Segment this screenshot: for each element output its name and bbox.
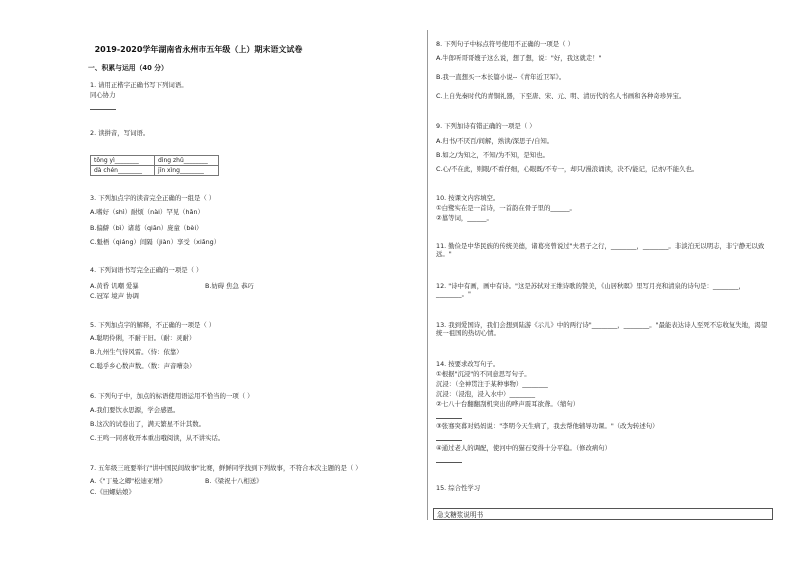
- question-1-word: 同心协力: [90, 91, 116, 99]
- question-6-option-c: C.王鸣一同喜收开本重出哦阅读，从不讲实话。: [90, 434, 225, 442]
- question-9-option-c: C.心/不在此，则眼/不看仔细，心眼既/不专一，却只/漫浪诵读，决不/能记，记亦/不能久也。: [436, 165, 699, 173]
- question-3-option-a: A.嗜好（shì）耐烦（nài）罕见（hǎn）: [90, 208, 204, 216]
- pinyin-cell: jīn xìng________: [155, 166, 219, 176]
- question-12: 12. "诗中有画，画中有诗。"这是苏轼对王维诗歌的赞美，《山居秋暝》里写月亮和清泉的诗句是：________，________。": [436, 282, 745, 298]
- pinyin-cell: tōng yì________: [91, 156, 155, 166]
- question-14: 14. 按要求改写句子。: [436, 360, 500, 368]
- question-14-item-2: ②七八十台翻翻刮机突出的哗声震耳欲聋。（缩句）: [436, 400, 580, 408]
- question-8: 8. 下列句子中标点符号使用不正确的一项是（ ）: [436, 40, 574, 48]
- question-13: 13. 我到爱国诗，我们会想到陆游《示儿》中的两行诗"________，________。"最能表达诗人至死不忘收复失地，渴望统一祖国的热切心情。: [436, 321, 768, 337]
- question-8-option-c: C.上自先秦时代的青铜礼器，下至唐、宋、元、明、清历代的名人书画和各种奇珍异宝。: [436, 92, 686, 100]
- question-1: 1. 请用正楷字正确书写下列词语。: [90, 81, 188, 89]
- pinyin-cell: dìng zhǔ________: [155, 156, 219, 166]
- question-10: 10. 按课文内容填空。: [436, 194, 500, 202]
- question-14-item-4: ④通过老人的调配，使河中的猫石变得十分平稳。（修改病句）: [436, 444, 612, 452]
- question-2: 2. 读拼音，写词语。: [90, 129, 150, 137]
- question-1-answer-line: [90, 103, 116, 112]
- medicine-instructions-box: 急支糖浆说明书: [433, 508, 773, 520]
- question-5-option-b: B.九州生气恃风雷。（恃：依靠）: [90, 348, 183, 356]
- question-7-option-b: B.《梁祝十八相送》: [205, 477, 263, 485]
- question-9-option-b: B.如之/为知之，不知/为不知，是知也。: [436, 151, 549, 159]
- question-7-option-c: C.《田螺姑娘》: [90, 488, 135, 496]
- question-14-item-3: ③张骞突暮对妈妈说："李明今天生病了，我去帮他辅导功课。"（改为转述句）: [436, 422, 659, 430]
- question-10-item-1: ①白鹭实在是一首诗，一首韵在骨子里的______。: [436, 204, 576, 212]
- question-6: 6. 下列句子中，加点的标语使用语运用不恰当的一项（ ）: [90, 392, 254, 400]
- question-5: 5. 下列加点字的解释，不正确的一项是（ ）: [90, 321, 216, 329]
- question-7: 7. 五年级三班要举行"讲中国民间故事"比赛，鲜鲜同学找到下列故事，不符合本次主题的是（ ）: [90, 464, 362, 472]
- question-8-option-b: B.我一直想买一本长篇小说--《青年近卫军》。: [436, 73, 566, 81]
- question-5-option-c: C.聪乎乡心数声数。（数：声音嘈杂）: [90, 362, 196, 370]
- question-14-item-1a: 沉浸：（全神贯注于某种事物）________: [436, 380, 548, 388]
- pinyin-table: [90, 155, 219, 176]
- question-14-item-1b: 沉浸：（浸泡，浸入水中）________: [436, 390, 536, 398]
- column-divider: [427, 30, 428, 520]
- question-4-option-c: C.冠军 境声 协调: [90, 292, 139, 300]
- question-7-option-a: A.《"丁曼之卿"松迪亚增》: [90, 477, 167, 485]
- question-14-item-3-answer-line: [436, 434, 462, 443]
- question-14-item-1: ①根据"沉浸"的不同意思写句子。: [436, 370, 531, 378]
- question-6-option-b: B.这次的试卷出了，满天繁星不计其数。: [90, 420, 206, 428]
- question-14-item-4-answer-line: [436, 456, 462, 465]
- question-9: 9. 下列加诗有错正确的一项是（ ）: [436, 122, 536, 130]
- question-15: 15. 综合性学习: [436, 484, 481, 492]
- question-4-option-a: A.黄昏 讥嘲 爱暴: [90, 282, 139, 290]
- pinyin-cell: dà chén________: [91, 166, 155, 176]
- question-4-option-b: B.妨碍 焦急 恭巧: [205, 282, 254, 290]
- question-3-option-c: C.魁梧（qiáng）间隔（jiàn）享受（xiǎng）: [90, 238, 221, 246]
- page-title: 2019-2020学年湖南省永州市五年级（上）期末语文试卷: [94, 45, 303, 54]
- question-3-option-b: B.偏僻（bì）诸葛（qiān）庞童（bèi）: [90, 224, 203, 232]
- question-14-item-2-answer-line: [436, 412, 462, 421]
- question-5-option-a: A.聪明伶俐，不耐干旧。（耐：灵耐）: [90, 334, 196, 342]
- question-8-option-a: A.牛郎听哥哥嫂子这么说，想了想，说："好，我这就走！": [436, 54, 602, 62]
- question-9-option-a: A.归书/不厌百/间解，熟读/深思子/自知。: [436, 137, 554, 145]
- question-11: 11. 勤俭是中华民族的传统美德，诸葛亮曾说过"夫君子之行，________，________。非淡泊无以明志，非宁静无以致远。": [436, 242, 765, 258]
- question-6-option-a: A.我们要饮水思源，学会感恩。: [90, 406, 180, 414]
- question-4: 4. 下列词语书写完全正确的一项是（ ）: [90, 266, 203, 274]
- section-heading: 一、积累与运用（40 分）: [88, 64, 168, 72]
- question-10-item-2: ②墓等词，______。: [436, 214, 493, 222]
- question-3: 3. 下列加点字的读音完全正确的一组是（ ）: [90, 194, 216, 202]
